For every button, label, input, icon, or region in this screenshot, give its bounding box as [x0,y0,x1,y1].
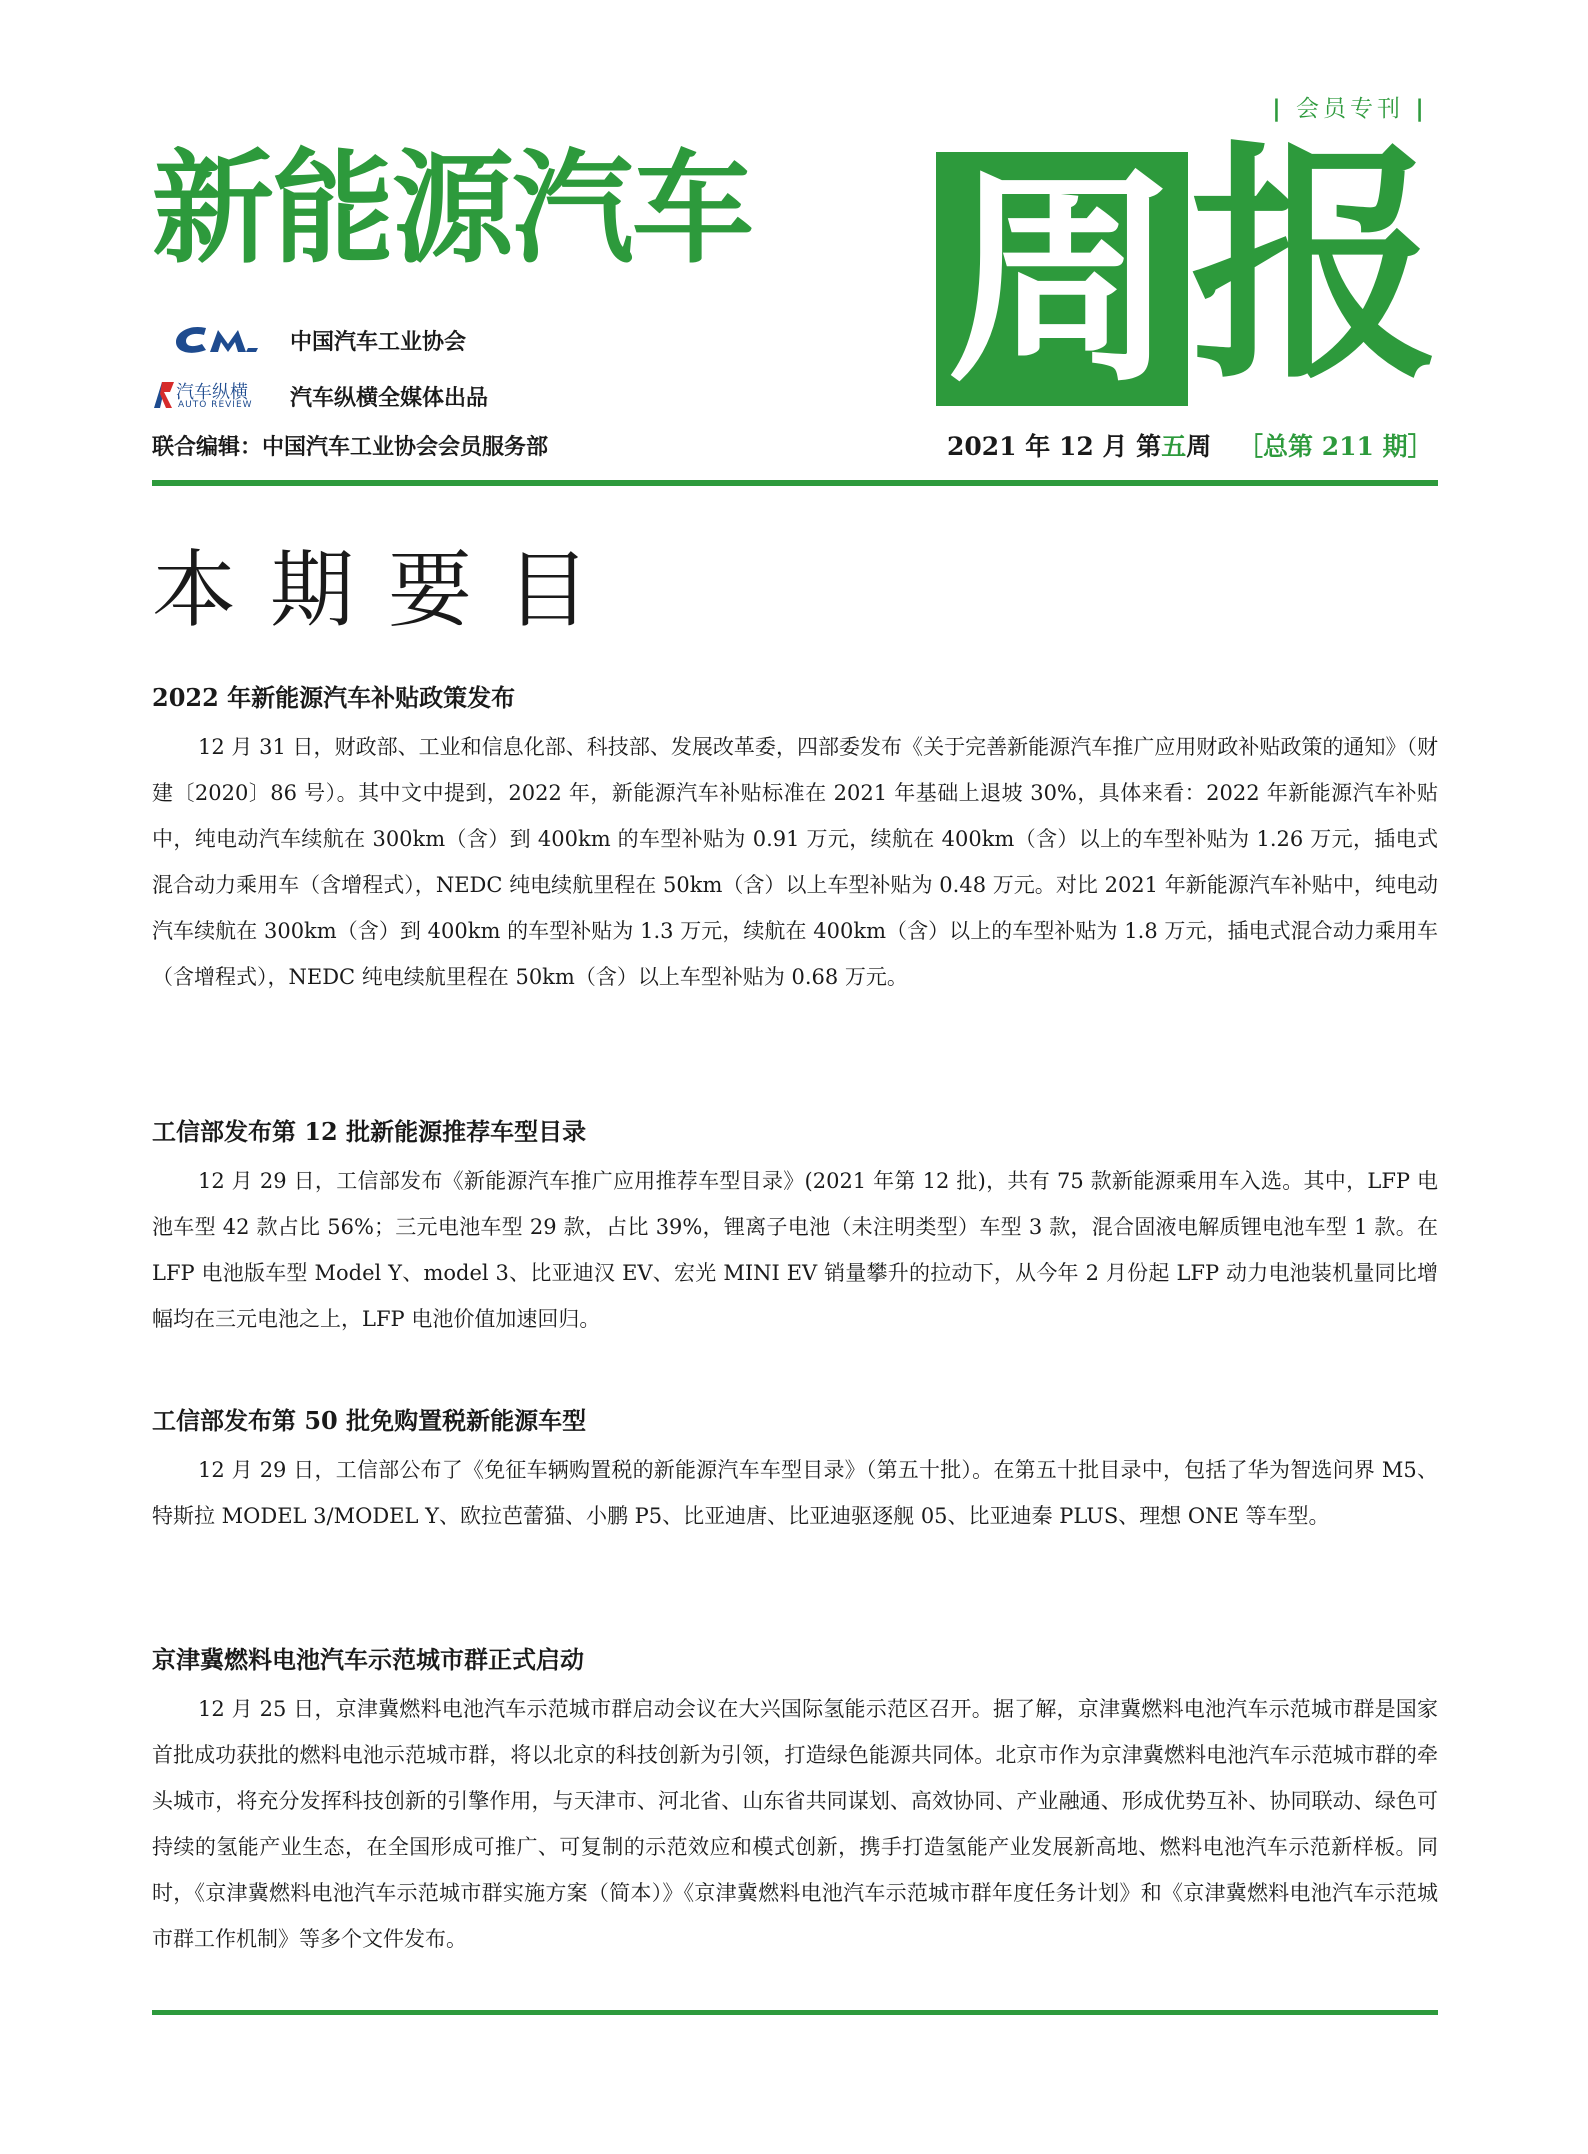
masthead-zhou-box [936,144,1188,414]
article-title: 京津冀燃料电池汽车示范城市群正式启动 [152,1645,584,1674]
article-body: 12 月 25 日，京津冀燃料电池汽车示范城市群启动会议在大兴国际氢能示范区召开。据了解，京津冀燃料电池汽车示范城市群是国家首批成功获批的燃料电池示范城市群，将以北京的科技创新为引领，打造绿色能源共同体。北京市作为京津冀燃料电池汽车示范城市群的牵头城市，将充分发挥科技创新的引擎作用，与天津市、河北省、山东省共同谋划、高效协同、产业融通、形成优势互补、协同联动、绿色可持续的氢能产业生态，在全国形成可推广、可复制的示范效应和模式创新，携手打造氢能产业发展新高地、燃料电池汽车示范新样板。同时，《京津冀燃料电池汽车示范城市群实施方案（简本）》《京津冀燃料电池汽车示范城市群年度任务计划》和《京津冀燃料电池汽车示范城市群工作机制》等多个文件发布。 [152,1697,1438,1951]
auto-review-logo-en: AUTO REVIEW [178,400,253,410]
header-divider [152,480,1438,486]
section-heading: 本期要目 [152,541,625,639]
members-tag-label: 会员专刊 [1296,96,1404,122]
article-title: 2022 年新能源汽车补贴政策发布 [152,683,516,712]
auto-review-logo [152,378,277,414]
footer-divider [152,2010,1438,2015]
date-suffix: 周 [1186,432,1212,461]
org-name: 中国汽车工业协会 [290,330,467,355]
article-1 [152,680,1438,1000]
co-editor: 联合编辑：中国汽车工业协会会员服务部 [152,435,549,460]
article-4 [152,1642,1438,1962]
article-2 [152,1114,1438,1342]
publisher: 汽车纵横全媒体出品 [290,386,489,411]
issue-number: ［总第 211 期］ [1238,432,1433,461]
tag-bar-right: | [1415,96,1428,122]
date-week: 五 [1161,432,1187,461]
article-body: 12 月 31 日，财政部、工业和信息化部、科技部、发展改革委，四部委发布《关于完善新能源汽车推广应用财政补贴政策的通知》（财建〔2020〕86 号）。其中文中提到，2022 年，新能源汽车补贴标准在 2021 年基础上退坡 30%，具体来看：2022 年新能源汽车补贴中，纯电动汽车续航在 300km（含）到 400km 的车型补贴为 0.91 万元，续航在 400km（含）以上的车型补贴为 1.26 万元，插电式混合动力乘用车（含增程式），NEDC 纯电续航里程在 50km（含）以上车型补贴为 0.48 万元。对比 2021 年新能源汽车补贴中，纯电动汽车续航在 300km（含）到 400km 的车型补贴为 1.3 万元，续航在 400km（含）以上的车型补贴为 1.8 万元，插电式混合动力乘用车（含增程式），NEDC 纯电续航里程在 50km（含）以上车型补贴为 0.68 万元。 [152,735,1438,989]
date-prefix: 2021 年 12 月 第 [947,432,1162,461]
auto-review-mark-icon [152,378,176,412]
masthead-title: 新能源汽车 [152,138,752,280]
article-body: 12 月 29 日，工信部发布《新能源汽车推广应用推荐车型目录》(2021 年第 12 批)，共有 75 款新能源乘用车入选。其中，LFP 电池车型 42 款占比 56%；三元电池车型 29 款，占比 39%，锂离子电池（未注明类型）车型 3 款，混合固液电解质锂电池车型 1 款。在 LFP 电池版车型 Model Y、model 3、比亚迪汉 EV、宏光 MINI EV 销量攀升的拉动下，从今年 2 月份起 LFP 动力电池装机量同比增幅均在三元电池之上，LFP 电池价值加速回归。 [152,1169,1438,1331]
article-3 [152,1403,1438,1539]
issue-date [947,427,1211,463]
caam-logo-icon [172,322,262,358]
article-title: 工信部发布第 50 批免购置税新能源车型 [152,1406,587,1435]
masthead-bao-char: 报 [1190,118,1440,412]
tag-bar-left: | [1272,96,1285,122]
article-title: 工信部发布第 12 批新能源推荐车型目录 [152,1117,587,1146]
auto-review-logo-cn: 汽车纵横 [176,382,248,403]
article-body: 12 月 29 日，工信部公布了《免征车辆购置税的新能源汽车车型目录》（第五十批）。在第五十批目录中，包括了华为智选问界 M5、特斯拉 MODEL 3/MODEL Y、欧拉芭蕾猫、小鹏 P5、比亚迪唐、比亚迪驱逐舰 05、比亚迪秦 PLUS、理想 ONE 等车型。 [152,1458,1438,1528]
masthead-zhou-char: 周 [946,144,1177,414]
